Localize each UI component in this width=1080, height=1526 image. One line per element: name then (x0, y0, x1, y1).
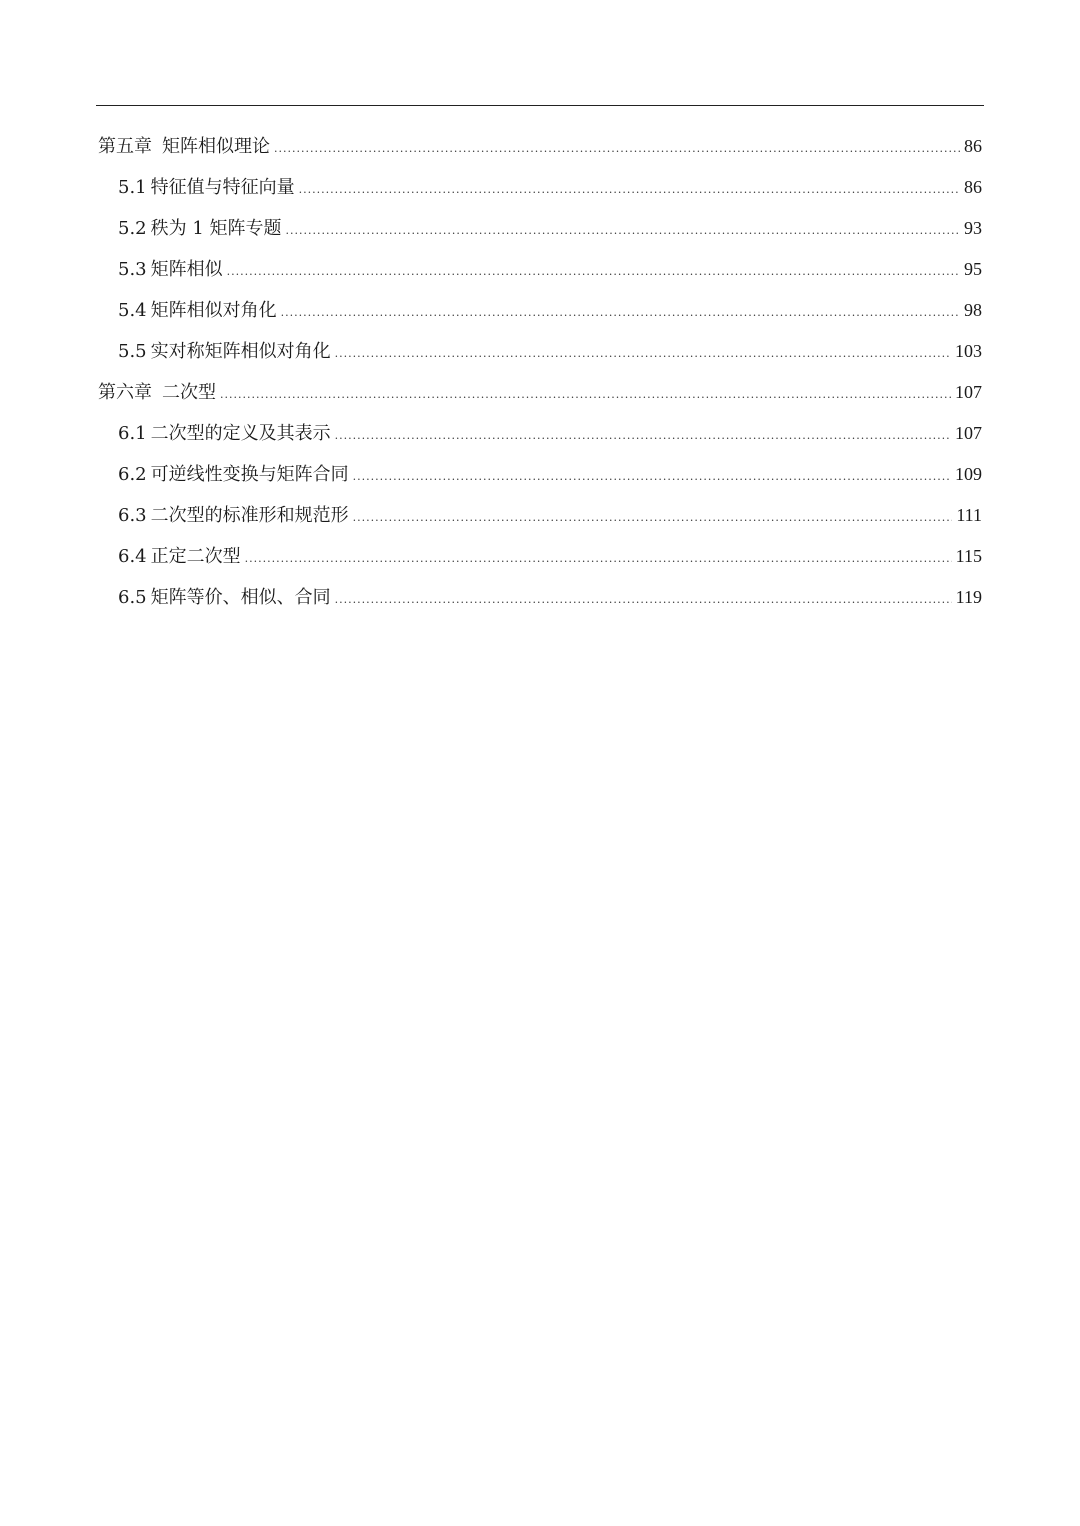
toc-dot-leader (220, 374, 951, 415)
toc-dot-leader (335, 415, 951, 456)
toc-entry-prefix: 6.4 (118, 546, 147, 567)
toc-entry-prefix: 5.3 (118, 259, 147, 280)
toc-entry-prefix: 5.1 (118, 177, 147, 198)
toc-entry-prefix: 5.4 (118, 300, 147, 321)
toc-entry-6-3[interactable] (96, 495, 982, 536)
toc-entry-prefix: 第六章 (98, 382, 152, 403)
toc-page-number: 93 (964, 218, 982, 238)
toc-page-number: 103 (955, 341, 982, 361)
toc-entry-title (118, 495, 349, 536)
toc-page-number: 107 (955, 382, 982, 402)
toc-entry-text: 矩阵等价、相似、合同 (150, 587, 331, 608)
toc-page-number: 107 (955, 423, 982, 443)
toc-dot-leader (281, 292, 960, 333)
toc-entry-title (118, 290, 277, 331)
toc-entry-text: 特征值与特征向量 (150, 177, 295, 198)
toc-entry-prefix: 5.2 (118, 218, 147, 239)
toc-entry-prefix: 6.5 (118, 587, 147, 608)
toc-dot-leader (353, 456, 951, 497)
toc-entry-text: 二次型的定义及其表示 (150, 423, 331, 444)
toc-entry-title (98, 372, 216, 413)
toc-dot-leader (353, 497, 953, 538)
toc-entry-text: 可逆线性变换与矩阵合同 (150, 464, 349, 485)
toc-entry-text: 矩阵相似对角化 (150, 300, 277, 321)
toc-entry-prefix: 6.1 (118, 423, 147, 444)
toc-entry-title (118, 331, 331, 372)
header-rule (96, 105, 984, 106)
toc-page-number: 86 (964, 136, 982, 156)
toc-page-number: 109 (955, 464, 982, 484)
toc-entry-text: 秩为 1 矩阵专题 (150, 218, 282, 239)
toc-entry-title (118, 413, 331, 454)
toc-entry-title (118, 249, 223, 290)
toc-entry-6-2[interactable] (96, 454, 982, 495)
toc-entry-text: 二次型的标准形和规范形 (150, 505, 349, 526)
toc-entry-text: 实对称矩阵相似对角化 (150, 341, 331, 362)
toc-dot-leader (335, 579, 952, 620)
toc-entry-chapter-6[interactable] (96, 372, 982, 413)
toc-entry-6-1[interactable] (96, 413, 982, 454)
toc-entry-title (118, 536, 241, 577)
toc-entry-5-1[interactable] (96, 167, 982, 208)
toc-entry-prefix: 5.5 (118, 341, 147, 362)
toc-entry-prefix: 6.3 (118, 505, 147, 526)
toc-entry-text: 二次型 (162, 382, 216, 403)
toc-dot-leader (274, 128, 960, 169)
toc-entry-5-3[interactable] (96, 249, 982, 290)
toc-entry-6-5[interactable] (96, 577, 982, 618)
toc-page-number: 111 (956, 505, 982, 525)
toc-entry-title (118, 454, 349, 495)
toc-entry-5-5[interactable] (96, 331, 982, 372)
toc-entry-text: 矩阵相似理论 (162, 136, 270, 157)
toc-dot-leader (245, 538, 952, 579)
table-of-contents (96, 126, 982, 618)
toc-entry-title (118, 577, 331, 618)
toc-entry-title (98, 126, 270, 167)
toc-dot-leader (335, 333, 951, 374)
toc-entry-title (118, 208, 282, 249)
toc-dot-leader (286, 210, 960, 251)
toc-entry-prefix: 第五章 (98, 136, 152, 157)
toc-page-number: 86 (964, 177, 982, 197)
toc-entry-5-4[interactable] (96, 290, 982, 331)
toc-entry-prefix: 6.2 (118, 464, 147, 485)
toc-page-number: 119 (955, 587, 982, 607)
toc-page-number: 98 (964, 300, 982, 320)
toc-entry-5-2[interactable] (96, 208, 982, 249)
toc-entry-text: 正定二次型 (150, 546, 241, 567)
toc-dot-leader (227, 251, 960, 292)
toc-page-number: 115 (955, 546, 982, 566)
toc-entry-6-4[interactable] (96, 536, 982, 577)
toc-entry-title (118, 167, 295, 208)
toc-entry-text: 矩阵相似 (150, 259, 223, 280)
toc-dot-leader (299, 169, 960, 210)
toc-entry-chapter-5[interactable] (96, 126, 982, 167)
toc-page-number: 95 (964, 259, 982, 279)
